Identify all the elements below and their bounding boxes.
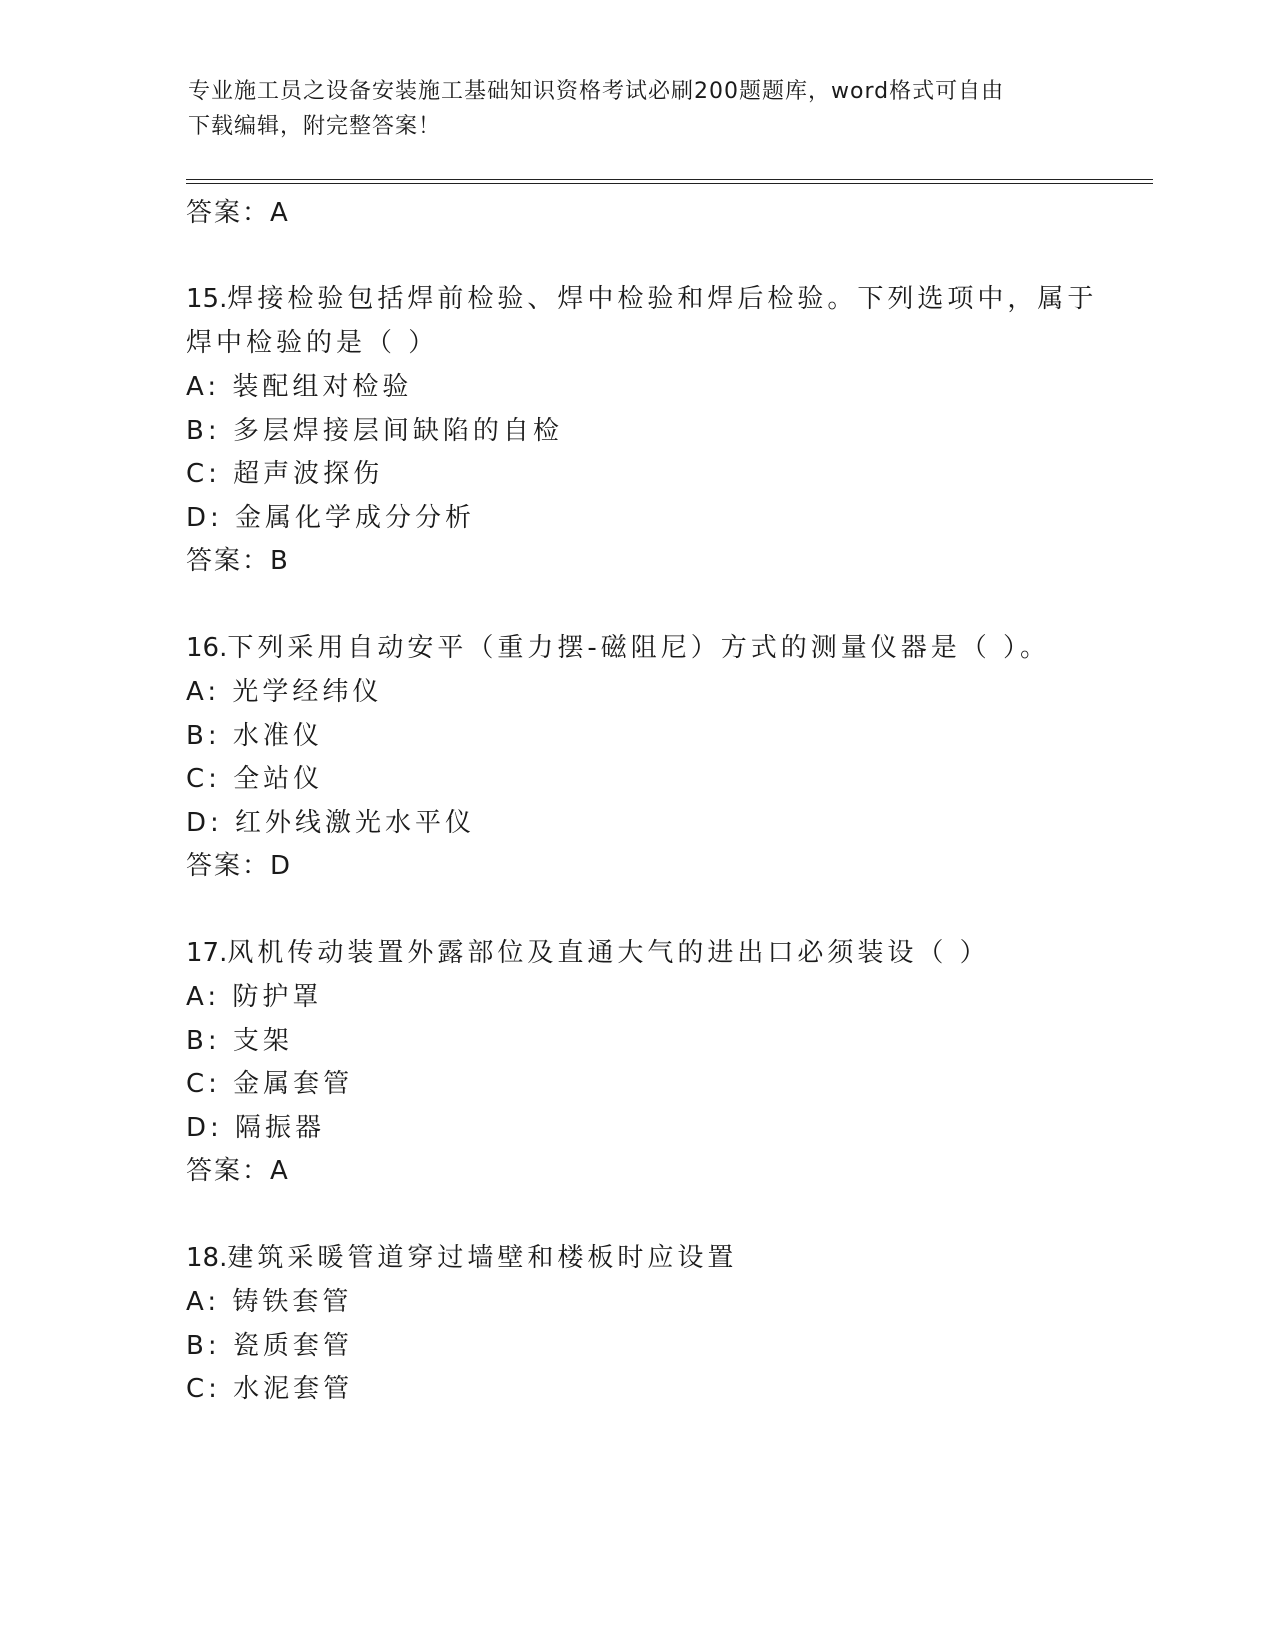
question-16-answer: 答案：D <box>186 851 293 881</box>
question-18-option-a: A: 铸铁套管 <box>186 1287 353 1317</box>
header-divider-bottom <box>186 183 1153 184</box>
question-17-option-c: C: 金属套管 <box>186 1069 354 1099</box>
question-text: 建筑采暖管道穿过墙壁和楼板时应设置 <box>227 1243 738 1273</box>
question-16-option-a: A: 光学经纬仪 <box>186 677 383 707</box>
header-line-1: 专业施工员之设备安装施工基础知识资格考试必刷200题题库，word格式可自由 <box>188 79 1005 104</box>
question-16-stem <box>186 627 1050 664</box>
question-number: 17. <box>186 938 228 968</box>
question-text: 下列采用自动安平（重力摆-磁阻尼）方式的测量仪器是（ ）。 <box>227 633 1051 663</box>
question-18-stem <box>186 1237 737 1274</box>
question-17-option-d: D: 隔振器 <box>186 1113 326 1143</box>
question-15-option-d: D: 金属化学成分分析 <box>186 503 476 533</box>
question-17-option-b: B: 支架 <box>186 1026 293 1056</box>
header-line-2: 下载编辑，附完整答案！ <box>188 114 442 139</box>
question-15-option-c: C: 超声波探伤 <box>186 459 384 489</box>
question-16-option-b: B: 水准仪 <box>186 721 323 751</box>
answer-prev: 答案：A <box>186 198 290 228</box>
question-text: 风机传动装置外露部位及直通大气的进出口必须装设（ ） <box>227 938 990 968</box>
question-15-stem-line-2: 焊中检验的是（ ） <box>186 328 439 358</box>
question-17-answer: 答案：A <box>186 1156 290 1186</box>
question-number: 18. <box>186 1243 228 1273</box>
question-text: 焊接检验包括焊前检验、焊中检验和焊后检验。下列选项中，属于 <box>227 284 1098 314</box>
question-18-option-b: B: 瓷质套管 <box>186 1331 353 1361</box>
question-number: 15. <box>186 284 228 314</box>
question-17-option-a: A: 防护罩 <box>186 982 323 1012</box>
question-number: 16. <box>186 633 228 663</box>
question-15-answer: 答案：B <box>186 546 290 576</box>
header-divider-top <box>186 179 1153 180</box>
question-15-option-b: B: 多层焊接层间缺陷的自检 <box>186 416 563 446</box>
question-18-option-c: C: 水泥套管 <box>186 1374 354 1404</box>
question-15-option-a: A: 装配组对检验 <box>186 372 413 402</box>
question-17-stem <box>186 932 990 969</box>
question-16-option-c: C: 全站仪 <box>186 764 324 794</box>
question-15-stem-line-1 <box>186 278 1097 315</box>
question-16-option-d: D: 红外线激光水平仪 <box>186 808 476 838</box>
document-header <box>188 74 1088 144</box>
